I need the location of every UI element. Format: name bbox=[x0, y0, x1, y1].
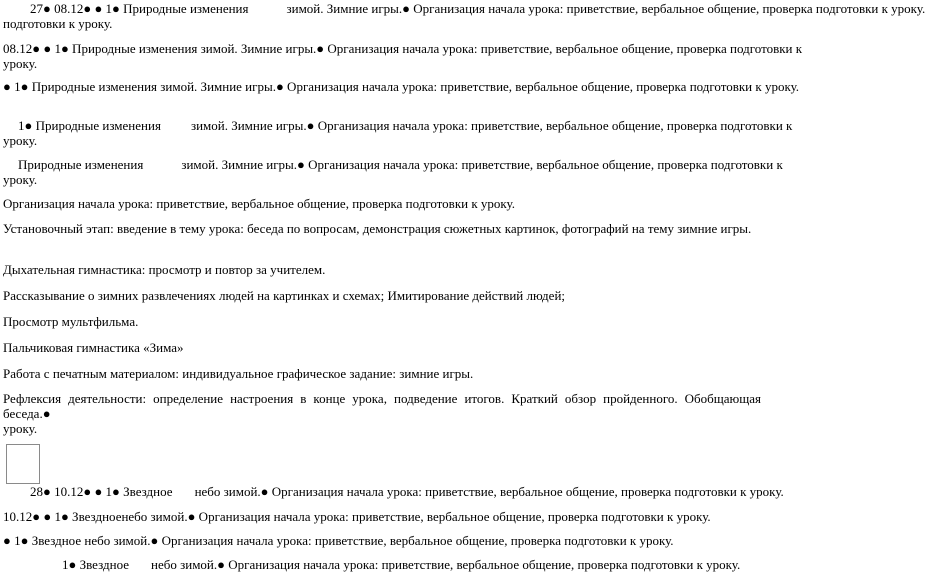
text-line-1-continued: подготовки к уроку. bbox=[3, 16, 113, 31]
paragraph-printed-material: Работа с печатным материалом: индивидуальное графическое задание: зимние игры. bbox=[3, 366, 474, 381]
paragraph-finger-gymnastics: Пальчиковая гимнастика «Зима» bbox=[3, 340, 184, 355]
text-segment: 1● Звездное bbox=[62, 557, 130, 572]
text-line-reflection-tail: уроку. bbox=[3, 421, 38, 436]
text-segment: зимой. Зимние игры.● Организация начала урока: приветствие, вербальное общение, проверка подготовки к уроку. bbox=[3, 118, 793, 148]
text-segment: небо зимой.● Организация начала урока: приветствие, вербальное общение, проверка подготовки к уроку. bbox=[151, 557, 741, 572]
image-placeholder bbox=[6, 444, 40, 484]
text-line-2: 08.12● ● 1● Природные изменения зимой. Зимние игры.● Организация начала урока: приветствие, вербальное общение, проверка подготовки к уроку. bbox=[3, 41, 803, 71]
text-segment: Природные изменения bbox=[18, 157, 144, 172]
paragraph-breathing: Дыхательная гимнастика: просмотр и повтор за учителем. bbox=[3, 262, 326, 277]
paragraph-storytelling: Рассказывание о зимних развлечениях людей на картинках и схемах; Имитирование действий людей; bbox=[3, 288, 566, 303]
text-segment: 28● 10.12● ● 1● Звездное bbox=[30, 484, 173, 499]
text-segment: 1● Природные изменения bbox=[18, 118, 161, 133]
text-line-4 bbox=[3, 118, 803, 148]
text-line-5 bbox=[3, 157, 803, 187]
text-segment: зимой. Зимние игры.● Организация начала урока: приветствие, вербальное общение, проверка подготовки к уроку. bbox=[3, 157, 783, 187]
text-segment: небо зимой.● Организация начала урока: приветствие, вербальное общение, проверка подготовки к уроку. bbox=[194, 484, 784, 499]
text-line-15: 10.12● ● 1● Звездноенебо зимой.● Организация начала урока: приветствие, вербальное общение, проверка подготовки к уроку. bbox=[3, 509, 711, 524]
text-segment: 27● 08.12● ● 1● Природные изменения bbox=[30, 1, 249, 16]
text-line-16: ● 1● Звездное небо зимой.● Организация начала урока: приветствие, вербальное общение, проверка подготовки к уроку. bbox=[3, 533, 674, 548]
text-line-14 bbox=[30, 484, 830, 499]
text-line-1 bbox=[30, 1, 925, 16]
paragraph-introduction: Установочный этап: введение в тему урока: беседа по вопросам, демонстрация сюжетных картинок, фотографий на тему зимние игры. bbox=[3, 221, 752, 236]
text-segment: зимой. Зимние игры.● Организация начала урока: приветствие, вербальное общение, проверка подготовки к уроку. bbox=[286, 1, 925, 16]
text-line-17 bbox=[62, 557, 862, 572]
paragraph-reflection: Рефлексия деятельности: определение настроения в конце урока, подведение итогов. Краткий обзор пройденного. Обобщающая беседа.● bbox=[3, 391, 761, 421]
text-line-3: ● 1● Природные изменения зимой. Зимние игры.● Организация начала урока: приветствие, вербальное общение, проверка подготовки к уроку. bbox=[3, 79, 800, 94]
paragraph-cartoon: Просмотр мультфильма. bbox=[3, 314, 139, 329]
paragraph-organization: Организация начала урока: приветствие, вербальное общение, проверка подготовки к уроку. bbox=[3, 196, 515, 211]
